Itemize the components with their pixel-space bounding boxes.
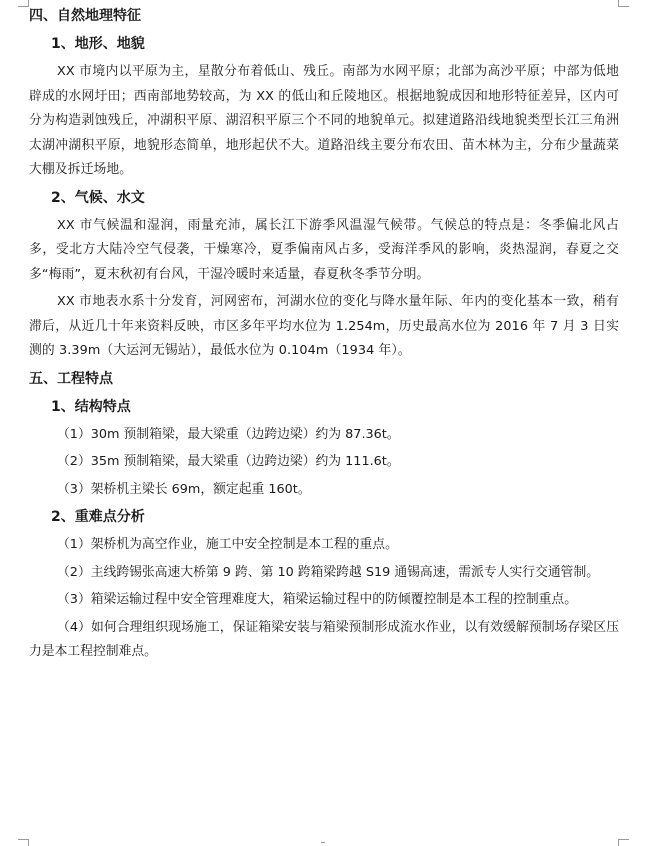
subheading-structure-features: 1、结构特点 xyxy=(51,398,131,415)
page-corner-mark xyxy=(18,839,29,846)
list-item-structure: （1）30m 预制箱梁，最大梁重（边跨边梁）约为 87.36t。 xyxy=(57,426,400,442)
page-corner-mark xyxy=(18,0,29,7)
paragraph-climate: XX 市气候温和湿润，雨量充沛，属长江下游季风温湿气候带。气候总的特点是：冬季偏北风占多，受北方大陆冷空气侵袭，干燥寒冷，夏季偏南风占多，受海洋季风的影响，炎热湿润，春夏之交多“梅雨”，夏末秋初有台风，干湿冷暖时来适量，春夏秋冬季节分明。 xyxy=(29,217,619,282)
page-footer-mark xyxy=(321,842,325,843)
section-heading-engineering-features: 五、工程特点 xyxy=(29,370,113,387)
paragraph-terrain: XX 市境内以平原为主，星散分布着低山、残丘。南部为水网平原；北部为高沙平原；中部为低地辟成的水网圩田；西南部地势较高，为 XX 的低山和丘陵地区。根据地貌成因和地形特征差异，区内可分为构造剥蚀残丘，冲湖积平原、湖沼积平原三个不同的地貌单元。拟建道路沿线地貌类型长江三角洲太湖冲湖积平原，地貌形态简单，地形起伏不大。道路沿线主要分布农田、苗木林为主，分布少量蔬菜大棚及拆迁场地。 xyxy=(29,64,619,177)
page-corner-mark xyxy=(618,0,629,7)
section-heading-natural-geography: 四、自然地理特征 xyxy=(29,8,141,24)
list-item-difficulty: （1）架桥机为高空作业，施工中安全控制是本工程的重点。 xyxy=(57,537,398,552)
subheading-key-difficulties: 2、重难点分析 xyxy=(51,509,145,525)
subheading-climate-hydrology: 2、气候、水文 xyxy=(51,189,145,206)
list-item-difficulty: （4）如何合理组织现场施工，保证箱梁安装与箱梁预制形成流水作业，以有效缓解预制场存梁区压力是本工程控制难点。 xyxy=(29,619,619,659)
list-item-difficulty: （3）箱梁运输过程中安全管理难度大，箱梁运输过程中的防倾覆控制是本工程的控制重点。 xyxy=(57,592,578,607)
subheading-terrain: 1、地形、地貌 xyxy=(51,36,145,52)
page-corner-mark xyxy=(618,839,629,846)
list-item-structure: （3）架桥机主梁长 69m，额定起重 160t。 xyxy=(57,481,311,497)
list-item-structure: （2）35m 预制箱梁，最大梁重（边跨边梁）约为 111.6t。 xyxy=(57,454,400,469)
list-item-difficulty: （2）主线跨锡张高速大桥第 9 跨、第 10 跨箱梁跨越 S19 通锡高速，需派专人实行交通管制。 xyxy=(57,564,600,580)
paragraph-hydrology: XX 市地表水系十分发育，河网密布，河湖水位的变化与降水量年际、年内的变化基本一致，稍有滞后，从近几十年来资料反映，市区多年平均水位为 1.254m，历史最高水位为 2016 年 7 月 3 日实测的 3.39m（大运河无锡站），最低水位为 0.104m（1934 年）。 xyxy=(29,294,619,358)
document-body xyxy=(29,4,619,665)
